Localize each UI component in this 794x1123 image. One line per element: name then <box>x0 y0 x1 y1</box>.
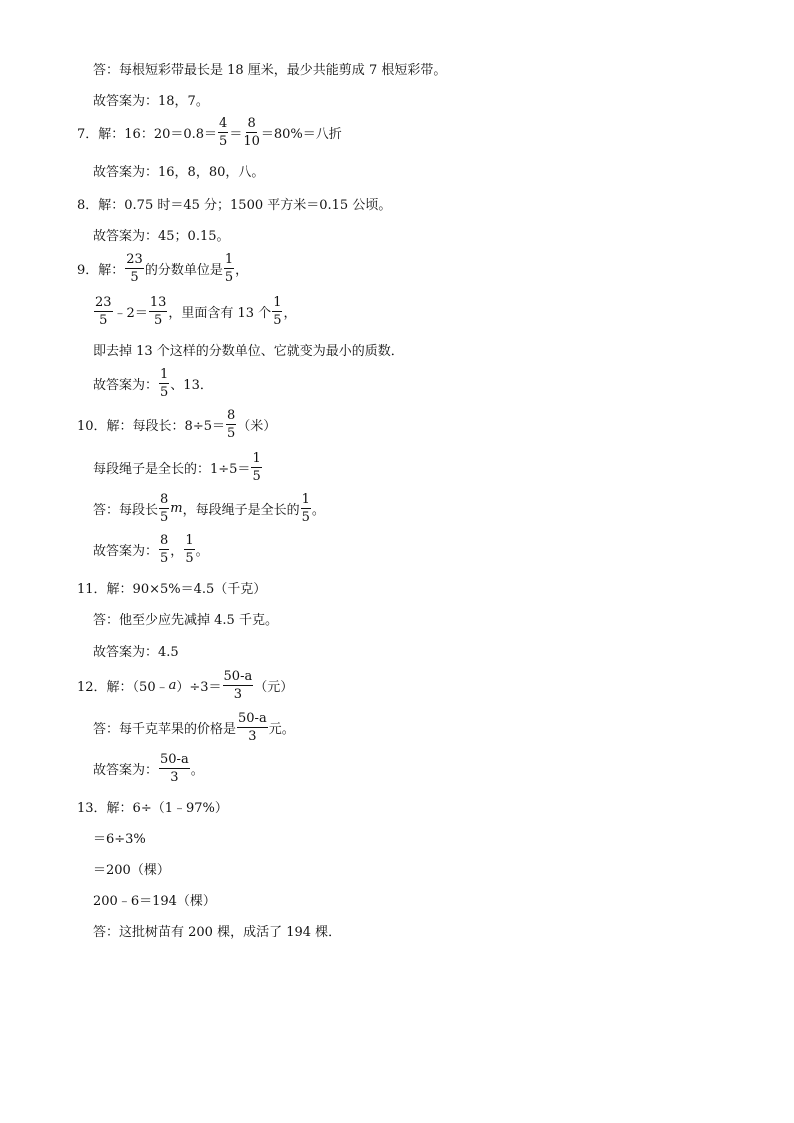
answer-text: 答：每段长 <box>93 502 159 518</box>
answer-text: ）÷3＝ <box>176 679 222 695</box>
fraction: $\frac{23}{5}$ <box>126 251 143 285</box>
fraction: $\frac{1}{5}$ <box>252 450 261 484</box>
answer-text: 13．解：6÷（1﹣97%） <box>77 800 228 816</box>
text-line <box>93 710 295 744</box>
answer-text: 。 <box>311 502 325 518</box>
answer-text: 11．解：90×5%＝4.5（千克） <box>77 581 267 597</box>
answer-text: 10．解：每段长：8÷5＝ <box>77 418 225 434</box>
problem-10-line <box>77 407 276 441</box>
answer-text: ＝200（棵） <box>93 862 170 878</box>
answer-text: 8．解：0.75 时＝45 分；1500 平方米＝0.15 公顷。 <box>77 197 392 213</box>
answer-text: 答：他至少应先减掉 4.5 千克。 <box>93 612 278 628</box>
answer-text: 、13． <box>170 377 213 393</box>
unit-symbol: m <box>170 500 183 516</box>
text-line <box>93 224 230 244</box>
answer-text: ＝6÷3% <box>93 831 146 847</box>
answer-text: ﹣2＝ <box>113 305 148 321</box>
answer-text: 200﹣6＝194（棵） <box>93 893 216 909</box>
text-line <box>93 58 446 78</box>
answer-text: 故答案为：16，8，80，八。 <box>93 164 265 180</box>
answer-text: （元） <box>254 679 294 695</box>
fraction: $\frac{1}{5}$ <box>185 532 194 566</box>
text-line <box>93 858 170 878</box>
answer-text: 答：每千克苹果的价格是 <box>93 721 237 737</box>
answer-text: 故答案为： <box>93 543 159 559</box>
problem-13-line <box>77 796 228 816</box>
answer-text: ， <box>170 543 184 559</box>
problem-7-line <box>77 116 342 148</box>
text-line <box>93 920 341 940</box>
text-line <box>93 491 325 525</box>
answer-text: 故答案为： <box>93 762 159 778</box>
problem-12-line <box>77 668 293 702</box>
variable: a <box>168 677 177 693</box>
fraction: $\frac{1}{5}$ <box>301 491 310 525</box>
answer-text: 答：每根短彩带最长是 18 厘米，最少共能剪成 7 根短彩带。 <box>93 62 447 78</box>
answer-text: 故答案为：4.5 <box>93 644 179 660</box>
answer-text: ， <box>235 262 249 278</box>
fraction: $\frac{8}{5}$ <box>226 407 236 441</box>
fraction: $\frac{4}{5}$ <box>219 115 228 149</box>
answer-text: 12．解：（50﹣ <box>77 679 169 695</box>
answer-text: 。 <box>195 543 209 559</box>
text-line <box>93 294 296 328</box>
problem-8-line <box>77 193 391 213</box>
answer-text: ，里面含有 13 个 <box>168 305 272 321</box>
answer-text: ， <box>283 305 297 321</box>
answer-text: 答：这批树苗有 200 棵，成活了 194 棵． <box>93 924 342 940</box>
text-line <box>93 608 278 628</box>
answer-text: 故答案为： <box>93 377 159 393</box>
problem-11-line <box>77 577 266 597</box>
answer-text: 。 <box>190 762 204 778</box>
text-line <box>93 366 213 400</box>
text-line <box>93 160 264 180</box>
answer-text: ＝ <box>229 126 243 142</box>
fraction: $\frac{8}{10}$ <box>243 115 260 149</box>
answer-text: （米） <box>237 418 277 434</box>
answer-text: 每段绳子是全长的：1÷5＝ <box>93 461 251 477</box>
answer-text: 故答案为：18，7。 <box>93 93 209 109</box>
answer-text: ＝80%＝八折 <box>260 126 342 142</box>
answer-text: 故答案为：45；0.15。 <box>93 228 230 244</box>
fraction: $\frac{1}{5}$ <box>160 366 169 400</box>
fraction: $\frac{50-a}{3}$ <box>238 710 267 744</box>
fraction: $\frac{1}{5}$ <box>224 251 234 285</box>
text-line <box>93 827 146 847</box>
text-line <box>93 89 209 109</box>
fraction: $\frac{1}{5}$ <box>273 294 282 328</box>
answer-text: ，每段绳子是全长的 <box>182 502 300 518</box>
fraction: $\frac{8}{5}$ <box>160 532 169 566</box>
fraction: $\frac{8}{5}$ <box>160 491 169 525</box>
fraction: $\frac{50-a}{3}$ <box>223 668 253 702</box>
text-line <box>93 751 204 785</box>
text-line <box>93 532 209 566</box>
answer-text: 9．解： <box>77 262 125 278</box>
text-line <box>93 450 263 484</box>
text-line <box>93 889 216 909</box>
text-line <box>93 339 404 359</box>
answer-text: 7．解：16：20＝0.8＝ <box>77 126 218 142</box>
fraction: $\frac{13}{5}$ <box>149 294 167 328</box>
problem-9-line <box>77 251 248 285</box>
fraction: $\frac{23}{5}$ <box>95 294 112 328</box>
answer-text: 元。 <box>268 721 295 737</box>
fraction: $\frac{50-a}{3}$ <box>160 751 189 785</box>
answer-text: 的分数单位是 <box>144 262 223 278</box>
text-line <box>93 640 179 660</box>
answer-text: 即去掉 13 个这样的分数单位、它就变为最小的质数． <box>93 343 404 359</box>
